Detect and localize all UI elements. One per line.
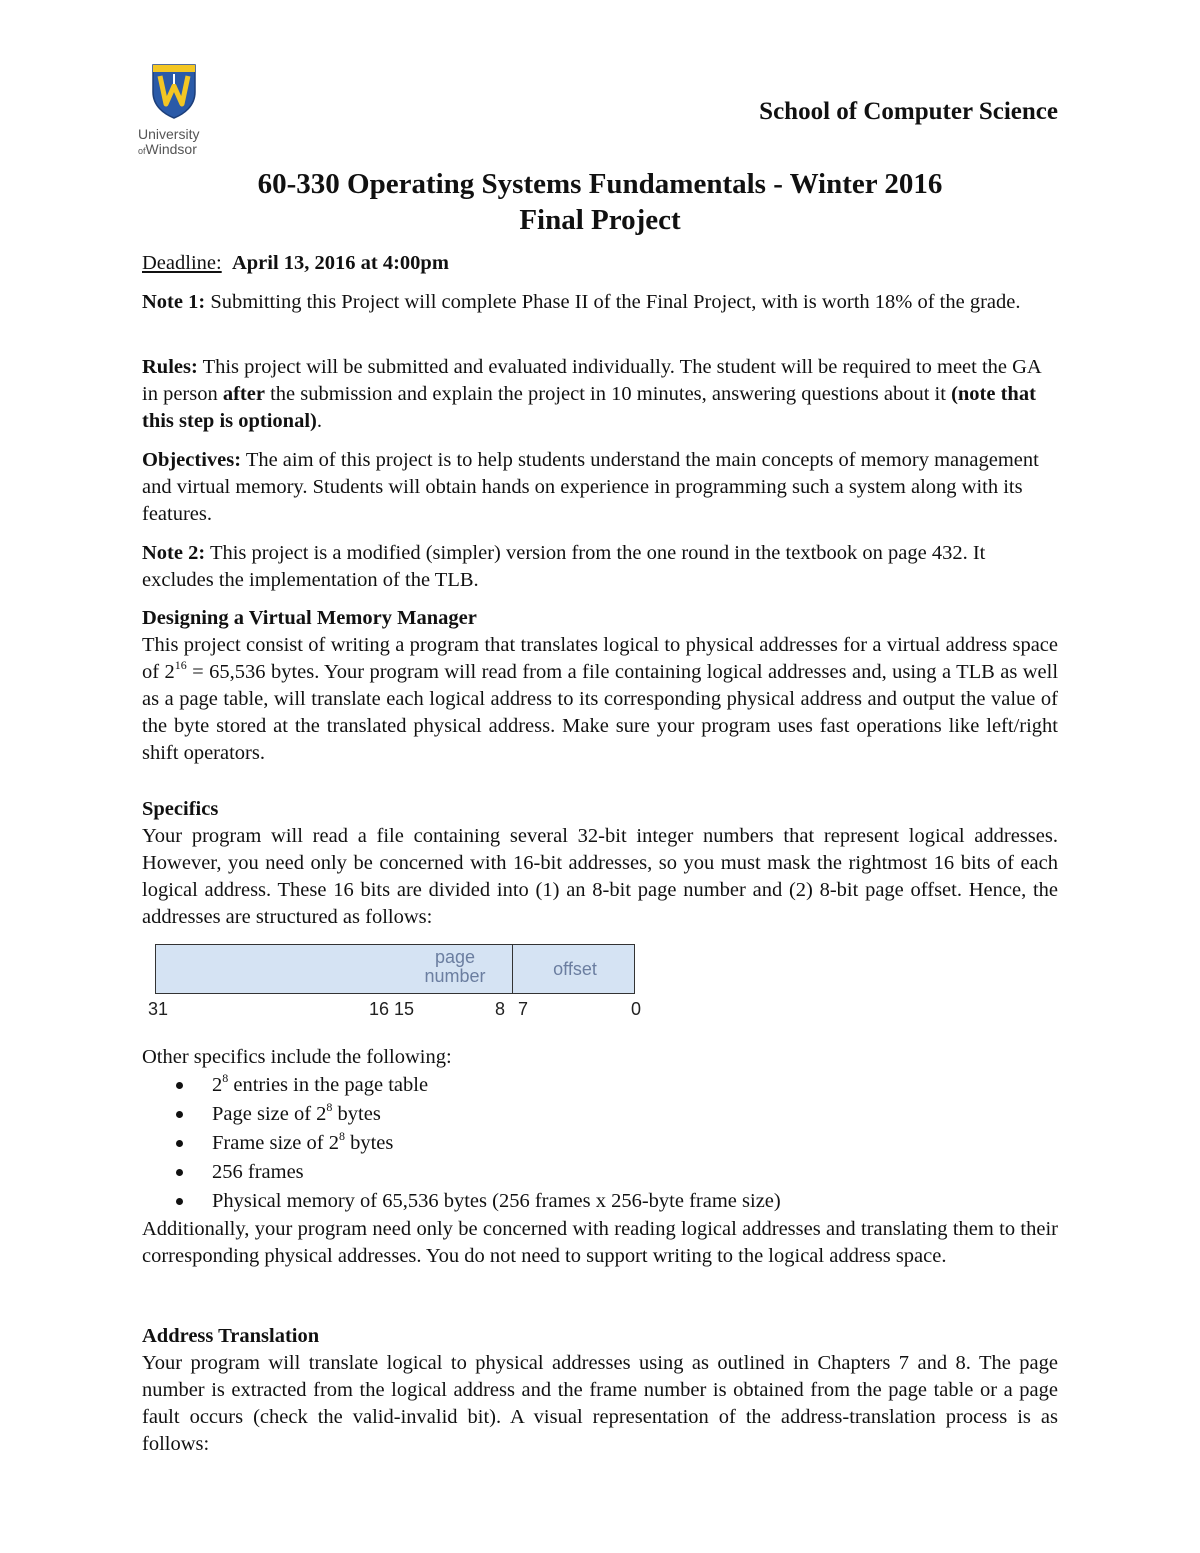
other-specifics-intro: Other specifics include the following:	[142, 1046, 452, 1068]
translation-section	[142, 1323, 1058, 1458]
specifics-text: Your program will read a file containing several 32-bit integer numbers that represent logical addresses. However, you need only be concerned with 16-bit addresses, so you must mask the rightmost 16 bits of each logical address. These 16 bits are divided into (1) an 8-bit page number and (2) 8-bit page offset. Hence, the addresses are structured as follows:	[142, 825, 1058, 928]
bit-16-15-label: 16 15	[369, 999, 415, 1019]
rules-text-3: .	[316, 410, 322, 432]
designing-text-1: This project consist of writing a program that translates logical to physical addresses for a virtual address space of 2	[142, 634, 1058, 683]
deadline-label: Deadline:	[142, 252, 222, 274]
list-item: $2^8$ entries in the page table	[142, 1071, 1058, 1100]
note1-label: Note 1:	[142, 291, 206, 313]
logo-text-university: University	[138, 126, 200, 142]
designing-heading: Designing a Virtual Memory Manager	[142, 607, 477, 629]
bit-7-label: 7	[518, 999, 529, 1019]
bit-31-label: 31	[148, 999, 169, 1019]
specifics-heading: Specifics	[142, 798, 219, 820]
objectives-text: The aim of this project is to help students understand the main concepts of memory management and virtual memory. Students will obtain hands on experience in programming such a system along with its features.	[142, 449, 1039, 525]
deadline-line	[142, 250, 1058, 277]
designing-text-2: = 65,536 bytes. Your program will read from a file containing logical addresses and, using a TLB as well as a page table, will translate each logical address to its corresponding physical address and output the value of the byte stored at the translated physical address. Make sure your program uses fast operations like left/right shift operators.	[142, 661, 1059, 764]
rules-bold-after: after	[222, 383, 265, 405]
list-item: 256 frames	[142, 1158, 1058, 1187]
rules-text-1: This project will be submitted and evaluated individually. The student will be required to meet the GA in person	[142, 356, 1041, 405]
note1-text: Submitting this Project will complete Phase II of the Final Project, with is worth 18% of the grade.	[210, 291, 1021, 313]
designing-exponent: 16	[174, 658, 187, 672]
bit-8-label: 8	[495, 999, 506, 1019]
page-number-label: page number	[424, 947, 486, 986]
rules-text-2: the submission and explain the project in 10 minutes, answering questions about it	[270, 383, 946, 405]
list-item: Frame size of $2^8$ bytes	[142, 1129, 1058, 1158]
deadline-value: April 13, 2016 at 4:00pm	[231, 252, 449, 274]
note2-text: This project is a modified (simpler) version from the one round in the textbook on page 432. It excludes the implementation of the TLB.	[142, 542, 986, 591]
note2-paragraph	[142, 540, 1058, 594]
specifics-section	[142, 796, 1058, 931]
specifics-list	[142, 1071, 1058, 1216]
list-item: Physical memory of 65,536 bytes (256 frames x 256-byte frame size)	[142, 1187, 1058, 1216]
offset-label: offset	[553, 959, 597, 979]
additional-paragraph: Additionally, your program need only be concerned with reading logical addresses and translating them to their corresponding physical addresses. You do not need to support writing to the logical address space.	[142, 1218, 1058, 1267]
translation-heading: Address Translation	[142, 1325, 320, 1347]
objectives-paragraph	[142, 447, 1058, 528]
university-crest-icon	[150, 62, 198, 120]
project-title: Final Project	[519, 204, 681, 236]
rules-label: Rules:	[142, 356, 198, 378]
logo-text-windsor: ofWindsor	[138, 141, 197, 157]
address-structure-diagram	[140, 942, 650, 1022]
other-specifics-section	[142, 1044, 1058, 1270]
note1-paragraph	[142, 289, 1058, 316]
translation-text: Your program will translate logical to physical addresses using as outlined in Chapters 7 and 8. The page number is extracted from the logical address and the frame number is obtained from the page table or a page fault occurs (check the valid-invalid bit). A visual representation of the address-translation process is as follows:	[142, 1352, 1058, 1455]
school-name: School of Computer Science	[759, 98, 1058, 125]
rules-bold-optional: (note that this step is optional)	[142, 383, 1036, 432]
note2-label: Note 2:	[142, 542, 206, 564]
objectives-label: Objectives:	[142, 449, 242, 471]
rules-paragraph	[142, 354, 1058, 435]
university-logo	[138, 62, 218, 159]
designing-section	[142, 605, 1058, 767]
address-bar-divider	[512, 944, 513, 994]
course-title: 60-330 Operating Systems Fundamentals - Winter 2016	[257, 168, 943, 200]
list-item: Page size of $2^8$ bytes	[142, 1100, 1058, 1129]
bit-0-label: 0	[631, 999, 642, 1019]
